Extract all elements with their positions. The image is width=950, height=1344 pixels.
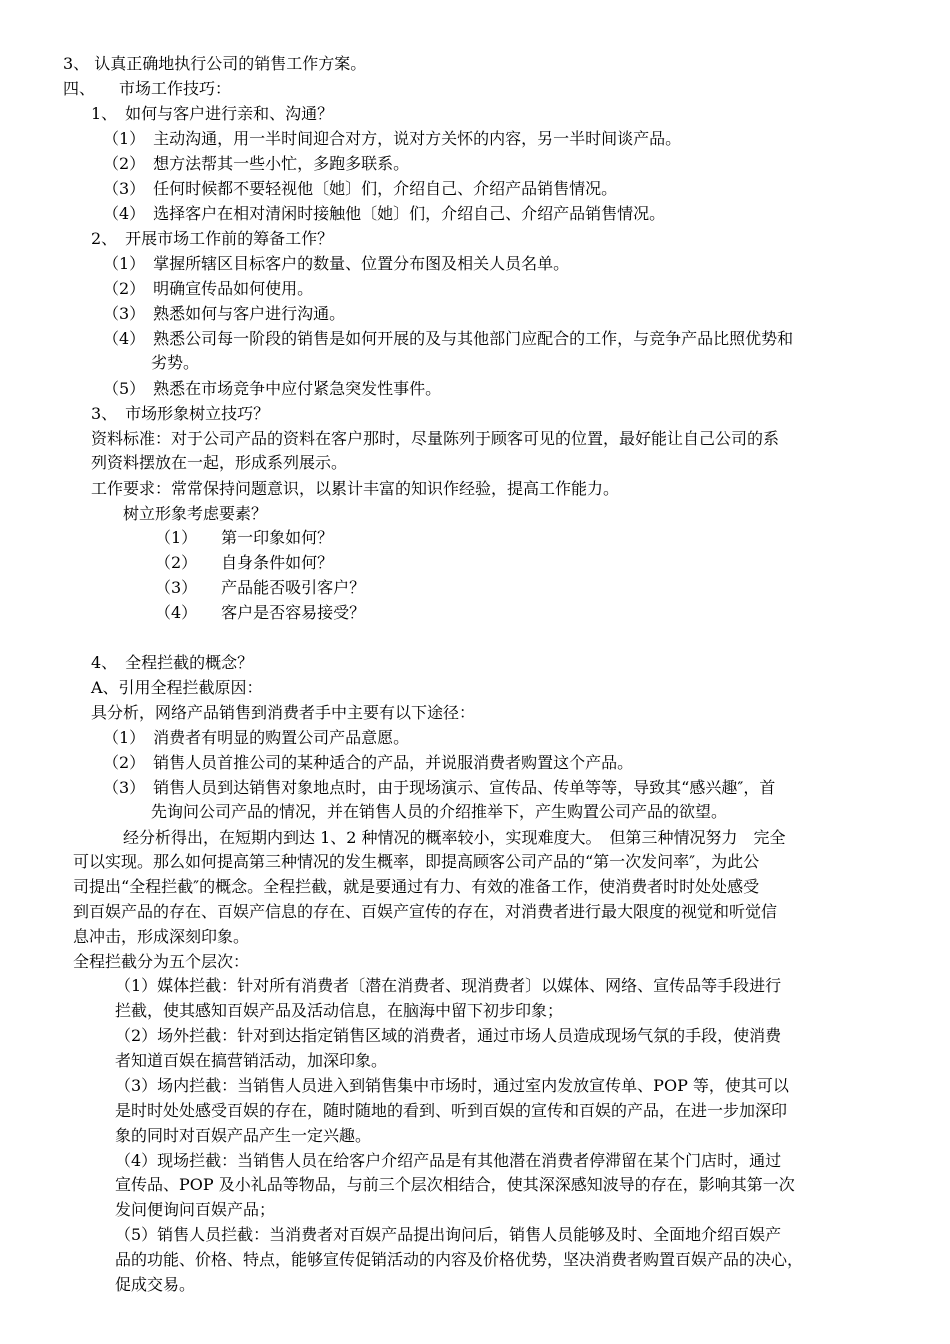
- list-item: （2） 明确宣传品如何使用。: [103, 279, 314, 298]
- text-line: 全程拦截分为五个层次：: [73, 952, 250, 971]
- list-item: （4） 熟悉公司每一阶段的销售是如何开展的及与其他部门应配合的工作，与竞争产品比照优势和: [103, 329, 794, 348]
- list-item: （2） 自身条件如何？: [155, 553, 334, 572]
- list-item-continuation: 象的同时对百娱产品产生一定兴趣。: [115, 1126, 372, 1145]
- section-heading: 四、 市场工作技巧：: [63, 79, 232, 98]
- subsection-heading: 3、 市场形象树立技巧？: [91, 404, 270, 423]
- subsection-heading: 4、 全程拦截的概念？: [91, 653, 254, 672]
- list-item: （1） 主动沟通，用一半时间迎合对方，说对方关怀的内容，另一半时间谈产品。: [103, 129, 682, 148]
- list-item-continuation: 拦截，使其感知百娱产品及活动信息，在脑海中留下初步印象；: [115, 1001, 564, 1020]
- list-item: （5） 熟悉在市场竞争中应付紧急突发性事件。: [103, 379, 442, 398]
- text-line: A、引用全程拦截原因：: [91, 678, 263, 697]
- list-item: （2） 销售人员首推公司的某种适合的产品，并说服消费者购置这个产品。: [103, 753, 634, 772]
- list-item-continuation: 发问便询问百娱产品；: [115, 1200, 276, 1219]
- list-item: （5）销售人员拦截：当消费者对百娱产品提出询问后，销售人员能够及时、全面地介绍百娱产: [115, 1225, 782, 1244]
- list-item: （2）场外拦截：针对到达指定销售区域的消费者，通过市场人员造成现场气氛的手段，使消费: [115, 1026, 782, 1045]
- text-line: 3、 认真正确地执行公司的销售工作方案。: [63, 54, 367, 73]
- list-item-continuation: 宣传品、POP 及小礼品等物品，与前三个层次相结合，使其深深感知波导的存在，影响其第一次: [115, 1175, 795, 1194]
- paragraph-line: 司提出“全程拦截″的概念。全程拦截，就是要通过有力、有效的准备工作，使消费者时时处处感受: [73, 877, 760, 896]
- paragraph-line: 息冲击，形成深刻印象。: [73, 927, 250, 946]
- list-item: （3）场内拦截：当销售人员进入到销售集中市场时，通过室内发放宣传单、POP 等，使其可以: [115, 1076, 789, 1095]
- list-item-continuation: 是时时处处感受百娱的存在，随时随地的看到、听到百娱的宣传和百娱的产品，在进一步加深印: [115, 1101, 788, 1120]
- text-line: 具分析，网络产品销售到消费者手中主要有以下途径：: [91, 703, 476, 722]
- list-item: （3） 熟悉如何与客户进行沟通。: [103, 304, 346, 323]
- paragraph-line: 到百娱产品的存在、百娱产信息的存在、百娱产宣传的存在，对消费者进行最大限度的视觉和听觉信: [73, 902, 778, 921]
- list-item: （4）现场拦截：当销售人员在给客户介绍产品是有其他潜在消费者停滞留在某个门店时，通过: [115, 1151, 782, 1170]
- subsection-heading: 2、 开展市场工作前的筹备工作？: [91, 229, 334, 248]
- subsection-heading: 1、 如何与客户进行亲和、沟通？: [91, 104, 334, 123]
- list-item-continuation: 促成交易。: [115, 1275, 196, 1294]
- list-item-continuation: 品的功能、价格、特点，能够宣传促销活动的内容及价格优势，坚决消费者购置百娱产品的决心，: [115, 1250, 804, 1269]
- list-item: （1） 掌握所辖区目标客户的数量、位置分布图及相关人员名单。: [103, 254, 570, 273]
- list-item: （2） 想方法帮其一些小忙，多跑多联系。: [103, 154, 410, 173]
- list-item: （3） 产品能否吸引客户？: [155, 578, 366, 597]
- text-line: 工作要求：常常保持问题意识，以累计丰富的知识作经验，提高工作能力。: [91, 479, 620, 498]
- list-item: （4） 客户是否容易接受？: [155, 603, 366, 622]
- list-item-continuation: 者知道百娱在搞营销活动，加深印象。: [115, 1051, 388, 1070]
- paragraph-line: 经分析得出，在短期内到达 1、2 种情况的概率较小，实现难度大。 但第三种情况努力 完全: [123, 828, 786, 847]
- text-line: 列资料摆放在一起，形成系列展示。: [91, 453, 348, 472]
- text-line: 树立形象考虑要素？: [123, 504, 268, 523]
- list-item: （4） 选择客户在相对清闲时接触他〔她〕们，介绍自己、介绍产品销售情况。: [103, 204, 666, 223]
- list-item: （1） 第一印象如何？: [155, 528, 334, 547]
- list-item-continuation: 劣势。: [151, 353, 200, 372]
- text-line: 资料标准：对于公司产品的资料在客户那时，尽量陈列于顾客可见的位置，最好能让自己公司的系: [91, 429, 780, 448]
- list-item: （1）媒体拦截：针对所有消费者〔潜在消费者、现消费者〕以媒体、网络、宣传品等手段进行: [115, 976, 782, 995]
- list-item: （3） 任何时候都不要轻视他〔她〕们，介绍自己、介绍产品销售情况。: [103, 179, 618, 198]
- list-item: （1） 消费者有明显的购置公司产品意愿。: [103, 728, 410, 747]
- list-item-continuation: 先询问公司产品的情况，并在销售人员的介绍推举下，产生购置公司产品的欲望。: [151, 802, 728, 821]
- list-item: （3） 销售人员到达销售对象地点时，由于现场演示、宣传品、传单等等，导致其“感兴趣″，首: [103, 778, 776, 797]
- paragraph-line: 可以实现。那么如何提高第三种情况的发生概率，即提高顾客公司产品的“第一次发问率″，为此公: [73, 852, 760, 871]
